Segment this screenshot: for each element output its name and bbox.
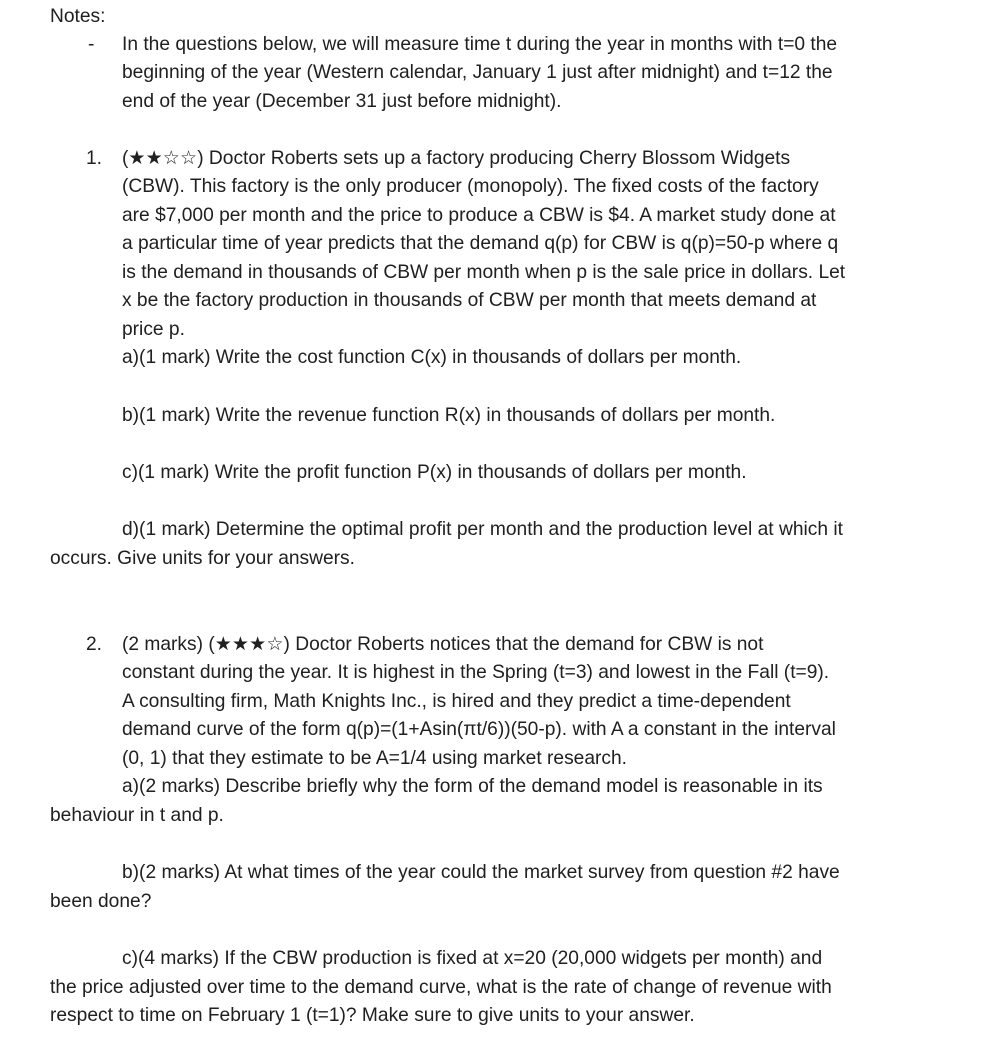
notes-bullet: - bbox=[88, 34, 95, 55]
q2-part-c-line-2: the price adjusted over time to the demand curve, what is the rate of change of revenue with bbox=[50, 977, 832, 998]
q2-line-3: A consulting firm, Math Knights Inc., is hired and they predict a time-dependent bbox=[122, 691, 791, 712]
q2-line-4: demand curve of the form q(p)=(1+Asin(πt/6))(50-p). with A a constant in the interval bbox=[122, 719, 836, 740]
q2-line-5: (0, 1) that they estimate to be A=1/4 using market research. bbox=[122, 748, 628, 769]
q2-number: 2. bbox=[86, 634, 103, 655]
q2-line-2: constant during the year. It is highest in the Spring (t=3) and lowest in the Fall (t=9). bbox=[122, 662, 830, 683]
q1-part-a: a)(1 mark) Write the cost function C(x) in thousands of dollars per month. bbox=[122, 347, 742, 368]
notes-line-3: end of the year (December 31 just before midnight). bbox=[122, 91, 562, 112]
q2-part-b-line-1: b)(2 marks) At what times of the year could the market survey from question #2 have bbox=[122, 862, 840, 883]
notes-line-2: beginning of the year (Western calendar, January 1 just after midnight) and t=12 the bbox=[122, 62, 833, 83]
q1-part-c: c)(1 mark) Write the profit function P(x) in thousands of dollars per month. bbox=[122, 462, 747, 483]
q1-number: 1. bbox=[86, 148, 103, 169]
q1-line-6: x be the factory production in thousands of CBW per month that meets demand at bbox=[122, 290, 817, 311]
q2-part-a-line-2: behaviour in t and p. bbox=[50, 805, 224, 826]
q1-part-b: b)(1 mark) Write the revenue function R(x) in thousands of dollars per month. bbox=[122, 405, 776, 426]
q1-line-5: is the demand in thousands of CBW per month when p is the sale price in dollars. Let bbox=[122, 262, 846, 283]
q2-line-1: (2 marks) (★★★☆) Doctor Roberts notices that the demand for CBW is not bbox=[122, 634, 764, 655]
q1-part-d-line-1: d)(1 mark) Determine the optimal profit per month and the production level at which it bbox=[122, 519, 843, 540]
q1-part-d-line-2: occurs. Give units for your answers. bbox=[50, 548, 355, 569]
q2-part-c-line-1: c)(4 marks) If the CBW production is fixed at x=20 (20,000 widgets per month) and bbox=[122, 948, 823, 969]
notes-heading: Notes: bbox=[50, 6, 106, 27]
q2-part-b-line-2: been done? bbox=[50, 891, 152, 912]
q1-line-4: a particular time of year predicts that the demand q(p) for CBW is q(p)=50-p where q bbox=[122, 233, 839, 254]
q1-line-3: are $7,000 per month and the price to produce a CBW is $4. A market study done at bbox=[122, 205, 836, 226]
q2-part-c-line-3: respect to time on February 1 (t=1)? Make sure to give units to your answer. bbox=[50, 1005, 695, 1026]
q2-part-a-line-1: a)(2 marks) Describe briefly why the form of the demand model is reasonable in its bbox=[122, 776, 823, 797]
q1-line-2: (CBW). This factory is the only producer (monopoly). The fixed costs of the factory bbox=[122, 176, 819, 197]
q1-line-7: price p. bbox=[122, 319, 185, 340]
q1-line-1: (★★☆☆) Doctor Roberts sets up a factory producing Cherry Blossom Widgets bbox=[122, 148, 791, 169]
notes-line-1: In the questions below, we will measure time t during the year in months with t=0 the bbox=[122, 34, 838, 55]
